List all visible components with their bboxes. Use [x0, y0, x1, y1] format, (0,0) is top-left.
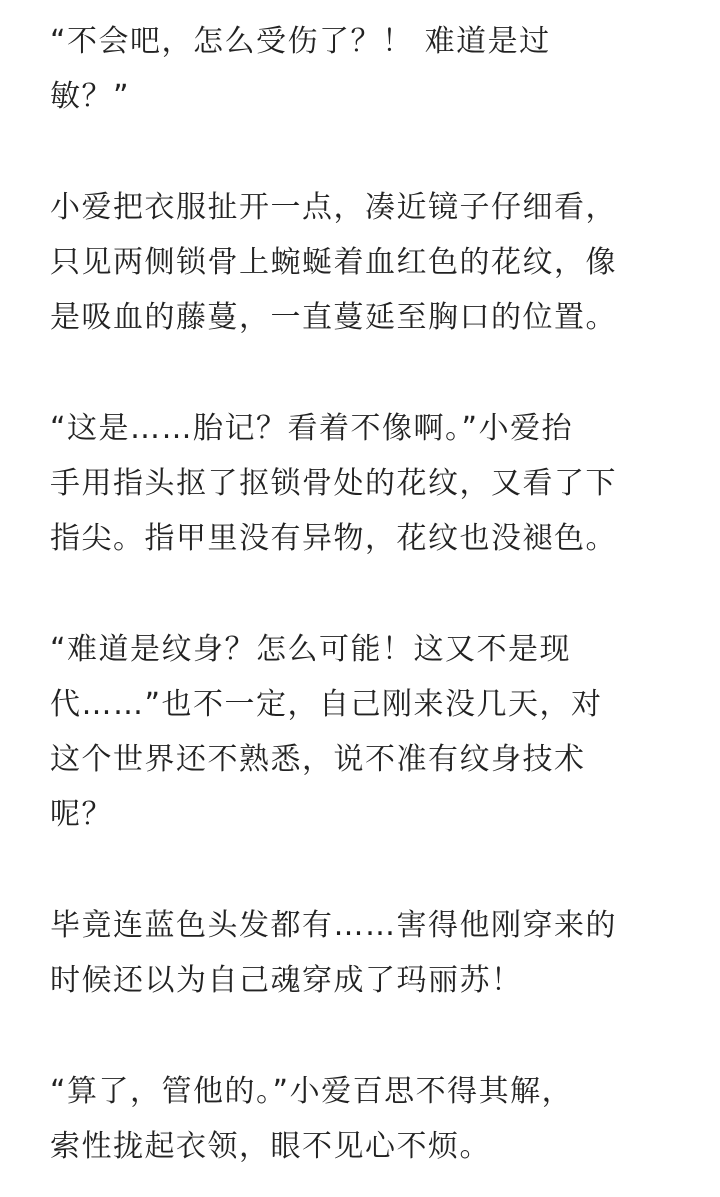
- paragraph-4: [50, 622, 678, 842]
- text-line: 小爱把衣服扯开一点，凑近镜子仔细看，: [50, 190, 617, 225]
- text-line: 毕竟连蓝色头发都有……害得他刚穿来的: [50, 908, 617, 943]
- text-line: 是吸血的藤蔓，一直蔓延至胸口的位置。: [50, 300, 617, 335]
- text-line: 呢？: [50, 797, 113, 832]
- text-line: 只见两侧锁骨上蜿蜒着血红色的花纹，像: [50, 245, 617, 280]
- text-line: 代……”也不一定，自己刚来没几天，对: [50, 687, 603, 722]
- paragraph-3: [50, 401, 678, 566]
- text-line: 时候还以为自己魂穿成了玛丽苏！: [50, 963, 523, 998]
- text-line: “算了，管他的。”小爱百思不得其解，: [50, 1074, 574, 1109]
- text-line: 手用指头抠了抠锁骨处的花纹，又看了下: [50, 466, 617, 501]
- paragraph-6: [50, 1064, 678, 1174]
- paragraph-5: [50, 898, 678, 1008]
- chapter-text: [50, 14, 678, 1197]
- text-line: 索性拢起衣领，眼不见心不烦。: [50, 1129, 491, 1164]
- text-line: 指尖。指甲里没有异物，花纹也没褪色。: [50, 521, 617, 556]
- paragraph-1: [50, 14, 678, 124]
- text-line: 这个世界还不熟悉，说不准有纹身技术: [50, 742, 586, 777]
- text-line: “这是……胎记？看着不像啊。”小爱抬: [50, 411, 574, 446]
- text-line: “难道是纹身？怎么可能！这又不是现: [50, 632, 572, 667]
- paragraph-2: [50, 180, 678, 345]
- text-line: 敏？”: [50, 79, 131, 114]
- text-line: “不会吧，怎么受伤了？！ 难道是过: [50, 24, 551, 59]
